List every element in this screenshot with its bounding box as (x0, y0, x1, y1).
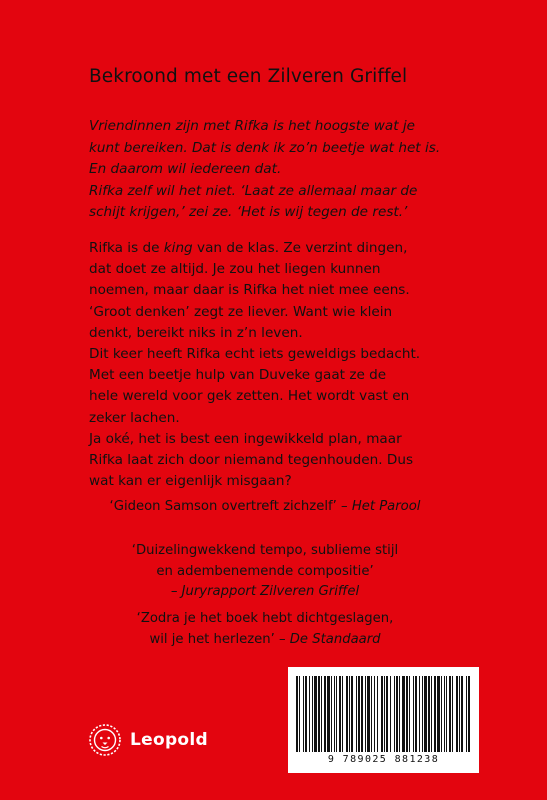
barcode-bar (413, 676, 414, 752)
intro-line: Vriendinnen zijn met Rifka is het hoogste wat je (89, 118, 416, 134)
review-source: – Juryrapport Zilveren Griffel (170, 584, 360, 599)
isbn-number: 9 789025 881238 (327, 754, 440, 765)
review-line (100, 497, 430, 518)
barcode-bar (327, 676, 330, 752)
barcode-bar (312, 676, 313, 752)
blurb-emphasis: king (163, 240, 193, 256)
blurb-line: denkt, bereikt niks in z’n leven. (89, 324, 303, 341)
blurb-line: hele wereld voor gek zetten. Het wordt vast en (89, 388, 410, 405)
barcode-bar (296, 676, 298, 752)
barcode-bar (415, 676, 417, 752)
barcode-bar (424, 676, 427, 752)
barcode-bar (386, 676, 388, 752)
barcode-bar (461, 676, 463, 752)
barcode-bar (321, 676, 322, 752)
review-line (100, 630, 430, 651)
award-headline: Bekroond met een Zilveren Griffel (89, 66, 408, 87)
review-line (100, 582, 430, 603)
barcode-bar (466, 676, 467, 752)
barcode-bar (374, 676, 375, 752)
review-source: Het Parool (351, 499, 421, 514)
publisher-name: Leopold (130, 730, 208, 750)
blurb-text: Rifka is de (89, 240, 164, 256)
blurb-line: Met een beetje hulp van Duveke gaat ze de (89, 367, 387, 384)
barcode-bar (419, 676, 420, 752)
barcode-bars (296, 676, 471, 752)
blurb-body (89, 238, 529, 492)
barcode-bar (468, 676, 470, 752)
blurb-line: dat doet ze altijd. Je zou het liegen kunnen (89, 261, 381, 278)
barcode-bar (459, 676, 460, 752)
intro-line: kunt bereiken. Dat is denk ik zo’n beetje wat het is. (89, 139, 441, 156)
barcode-bar (371, 676, 372, 752)
review-source: De Standaard (289, 631, 381, 647)
barcode-bar (365, 676, 366, 752)
barcode-bar (446, 676, 447, 752)
barcode-bar (394, 676, 395, 752)
barcode-bar (390, 676, 391, 752)
barcode-bar (437, 676, 440, 752)
blurb-line: Dit keer heeft Rifka echt iets geweldigs bedacht. (89, 346, 421, 363)
intro-line: Rifka zelf wil het niet. ‘Laat ze allemaal maar de (89, 182, 418, 199)
isbn-barcode (288, 667, 479, 773)
blurb-line: ‘Groot denken’ zegt ze liever. Want wie klein (89, 303, 393, 320)
blurb-line: Ja oké, het is best een ingewikkeld plan, maar (89, 430, 402, 447)
review-line: ‘Duizelingwekkend tempo, sublieme stijl (131, 543, 399, 558)
barcode-bar (314, 676, 317, 752)
barcode-bar (324, 676, 326, 752)
review-quote-parool (100, 497, 430, 518)
blurb-line (89, 238, 529, 259)
barcode-bar (351, 676, 353, 752)
barcode-bar (452, 676, 453, 752)
barcode-bar (318, 676, 320, 752)
barcode-bar (406, 676, 408, 752)
review-text: wil je het herlezen’ – (149, 631, 290, 647)
barcode-bar (384, 676, 385, 752)
publisher-logo (88, 720, 208, 760)
lion-head-icon (88, 723, 122, 757)
intro-quote (89, 116, 529, 224)
barcode-bar (409, 676, 410, 752)
barcode-bar (422, 676, 423, 752)
review-line: ‘Zodra je het boek hebt dichtgeslagen, (136, 611, 394, 626)
barcode-bar (434, 676, 436, 752)
barcode-bar (367, 676, 370, 752)
barcode-bar (346, 676, 348, 752)
barcode-bar (456, 676, 458, 752)
blurb-line: wat kan er eigenlijk misgaan? (89, 473, 292, 490)
barcode-bar (381, 676, 383, 752)
barcode-bar (396, 676, 398, 752)
barcode-bar (303, 676, 304, 752)
barcode-bar (349, 676, 350, 752)
blurb-line: Rifka laat zich door niemand tegenhouden. Dus (89, 452, 414, 469)
review-text: ‘Gideon Samson overtreft zichzelf’ – (109, 499, 352, 514)
barcode-bar (331, 676, 332, 752)
barcode-bar (342, 676, 343, 752)
barcode-bar (334, 676, 335, 752)
barcode-bar (399, 676, 400, 752)
barcode-bar (309, 676, 310, 752)
intro-line: En daarom wil iedereen dat. (89, 161, 282, 177)
review-quote-standaard (100, 609, 430, 650)
review-line: en adembenemende compositie’ (156, 563, 374, 579)
barcode-bar (358, 676, 360, 752)
barcode-bar (441, 676, 442, 752)
barcode-bar (431, 676, 432, 752)
review-quote-jury (100, 541, 430, 603)
blurb-line: noemen, maar daar is Rifka het niet mee eens. (89, 282, 410, 299)
barcode-bar (299, 676, 300, 752)
blurb-line: zeker lachen. (89, 409, 180, 426)
intro-line: schijt krijgen,’ zei ze. ‘Het is wij tegen de rest.’ (89, 204, 408, 220)
barcode-bar (377, 676, 378, 752)
barcode-bar (444, 676, 445, 752)
barcode-bar (402, 676, 405, 752)
barcode-bar (449, 676, 451, 752)
barcode-bar (339, 676, 341, 752)
barcode-bar (356, 676, 357, 752)
barcode-bar (361, 676, 363, 752)
barcode-bar (428, 676, 430, 752)
barcode-bar (336, 676, 337, 752)
blurb-text: van de klas. Ze verzint dingen, (192, 240, 408, 256)
barcode-bar (305, 676, 307, 752)
